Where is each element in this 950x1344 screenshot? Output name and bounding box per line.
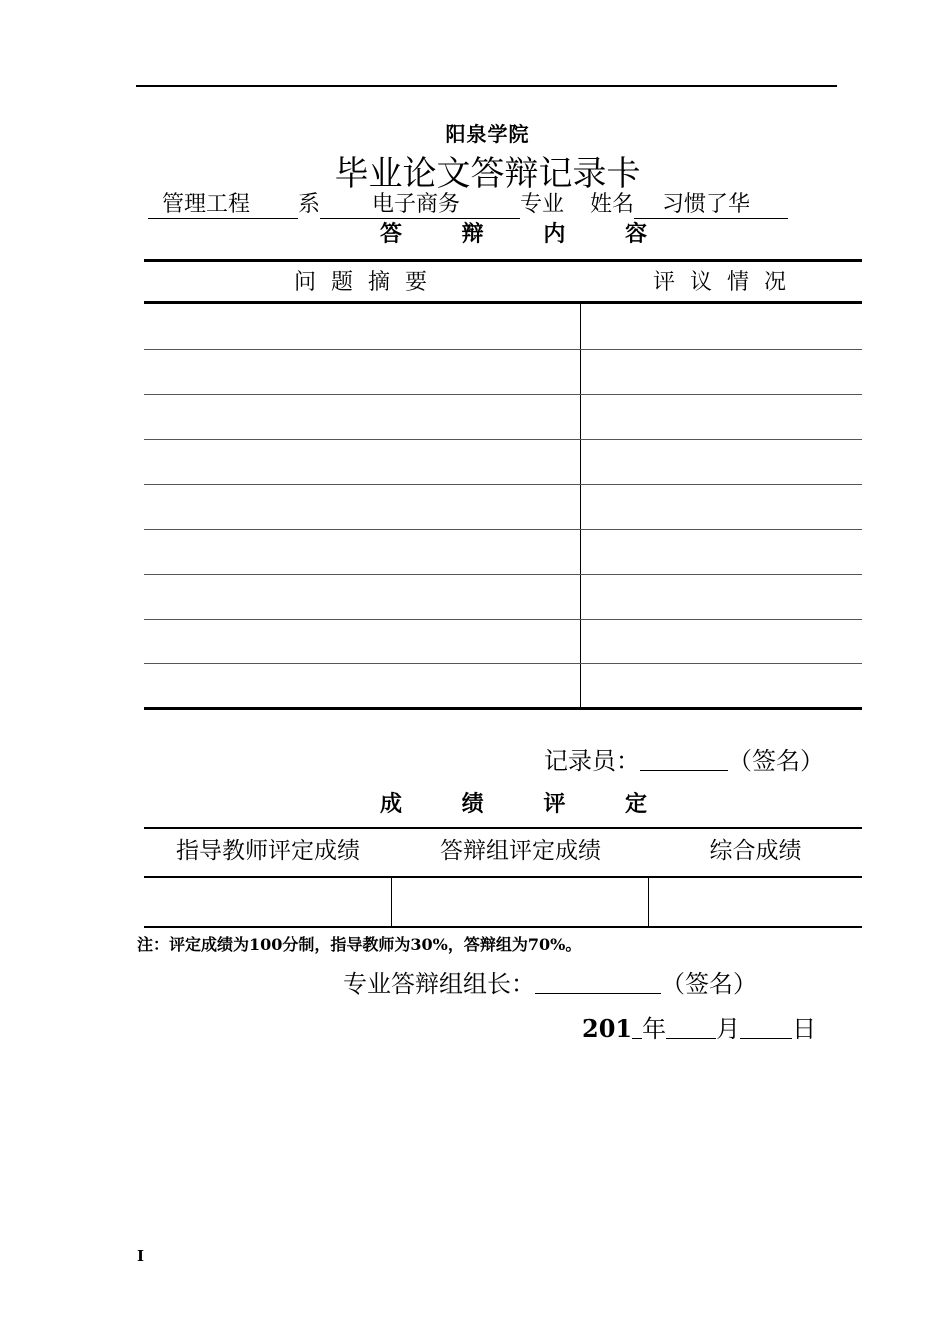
name-label: 姓名 (590, 192, 635, 217)
school-name: 阳泉学院 (445, 122, 530, 146)
page-title: 毕业论文答辩记录卡 (334, 154, 641, 194)
date-month-label: 月 (716, 1015, 741, 1043)
department-suffix: 系 (298, 192, 321, 217)
department-value: 管理工程 (162, 192, 251, 217)
table-row-rule (144, 394, 862, 395)
date-month-field[interactable] (666, 1018, 716, 1039)
leader-sign-note: （签名） (661, 970, 757, 998)
defense-table-top (144, 259, 862, 262)
table-row-rule (144, 529, 862, 530)
date-day-label: 日 (792, 1015, 817, 1043)
name-field (634, 187, 788, 219)
leader-signature-field[interactable] (535, 971, 661, 994)
col-total-header: 综合成绩 (709, 838, 802, 864)
grading-note: 注：评定成绩为100分制，指导教师为30%，答辩组为70%。 (137, 935, 582, 954)
top-rule (136, 85, 837, 87)
department-field (148, 187, 298, 219)
table-row-rule (144, 439, 862, 440)
defense-column-divider (580, 304, 581, 708)
defense-table-bottom (144, 707, 862, 710)
date-year-prefix: 201 (582, 1014, 633, 1043)
grading-divider-1 (391, 878, 392, 926)
table-row-rule (144, 663, 862, 664)
defense-header-rule (144, 301, 862, 304)
grading-heading-text: 成 绩 评 定 (380, 791, 673, 817)
grading-header-rule (144, 876, 862, 878)
table-row-rule (144, 619, 862, 620)
date-year-field[interactable] (632, 1018, 642, 1039)
table-row-rule (144, 484, 862, 485)
major-value: 电子商务 (372, 192, 461, 217)
recorder-label: 记录员： (544, 747, 640, 775)
grading-table-top (144, 827, 862, 829)
page-number: I (137, 1247, 145, 1265)
date-year-label: 年 (642, 1015, 667, 1043)
col-comment-header: 评 议 情 况 (653, 270, 790, 295)
defense-heading (380, 217, 673, 248)
info-line (148, 187, 788, 219)
leader-line (343, 964, 757, 999)
col-question-header: 问 题 摘 要 (294, 270, 431, 295)
recorder-line (544, 741, 824, 776)
defense-heading-text: 答 辩 内 容 (380, 221, 673, 247)
date-line (582, 1009, 816, 1044)
major-suffix: 专业 (520, 192, 565, 217)
leader-label: 专业答辩组组长： (343, 970, 535, 998)
table-row-rule (144, 574, 862, 575)
table-row-rule (144, 349, 862, 350)
grading-divider-2 (648, 878, 649, 926)
col-panel-header: 答辩组评定成绩 (440, 838, 601, 864)
grading-heading (380, 787, 673, 818)
recorder-signature-field[interactable] (640, 748, 728, 771)
major-field (320, 187, 520, 219)
recorder-sign-note: （签名） (728, 747, 824, 775)
grading-table-bottom (144, 926, 862, 928)
col-advisor-header: 指导教师评定成绩 (176, 838, 360, 864)
name-value: 习惯了华 (662, 192, 751, 217)
date-day-field[interactable] (740, 1018, 792, 1039)
